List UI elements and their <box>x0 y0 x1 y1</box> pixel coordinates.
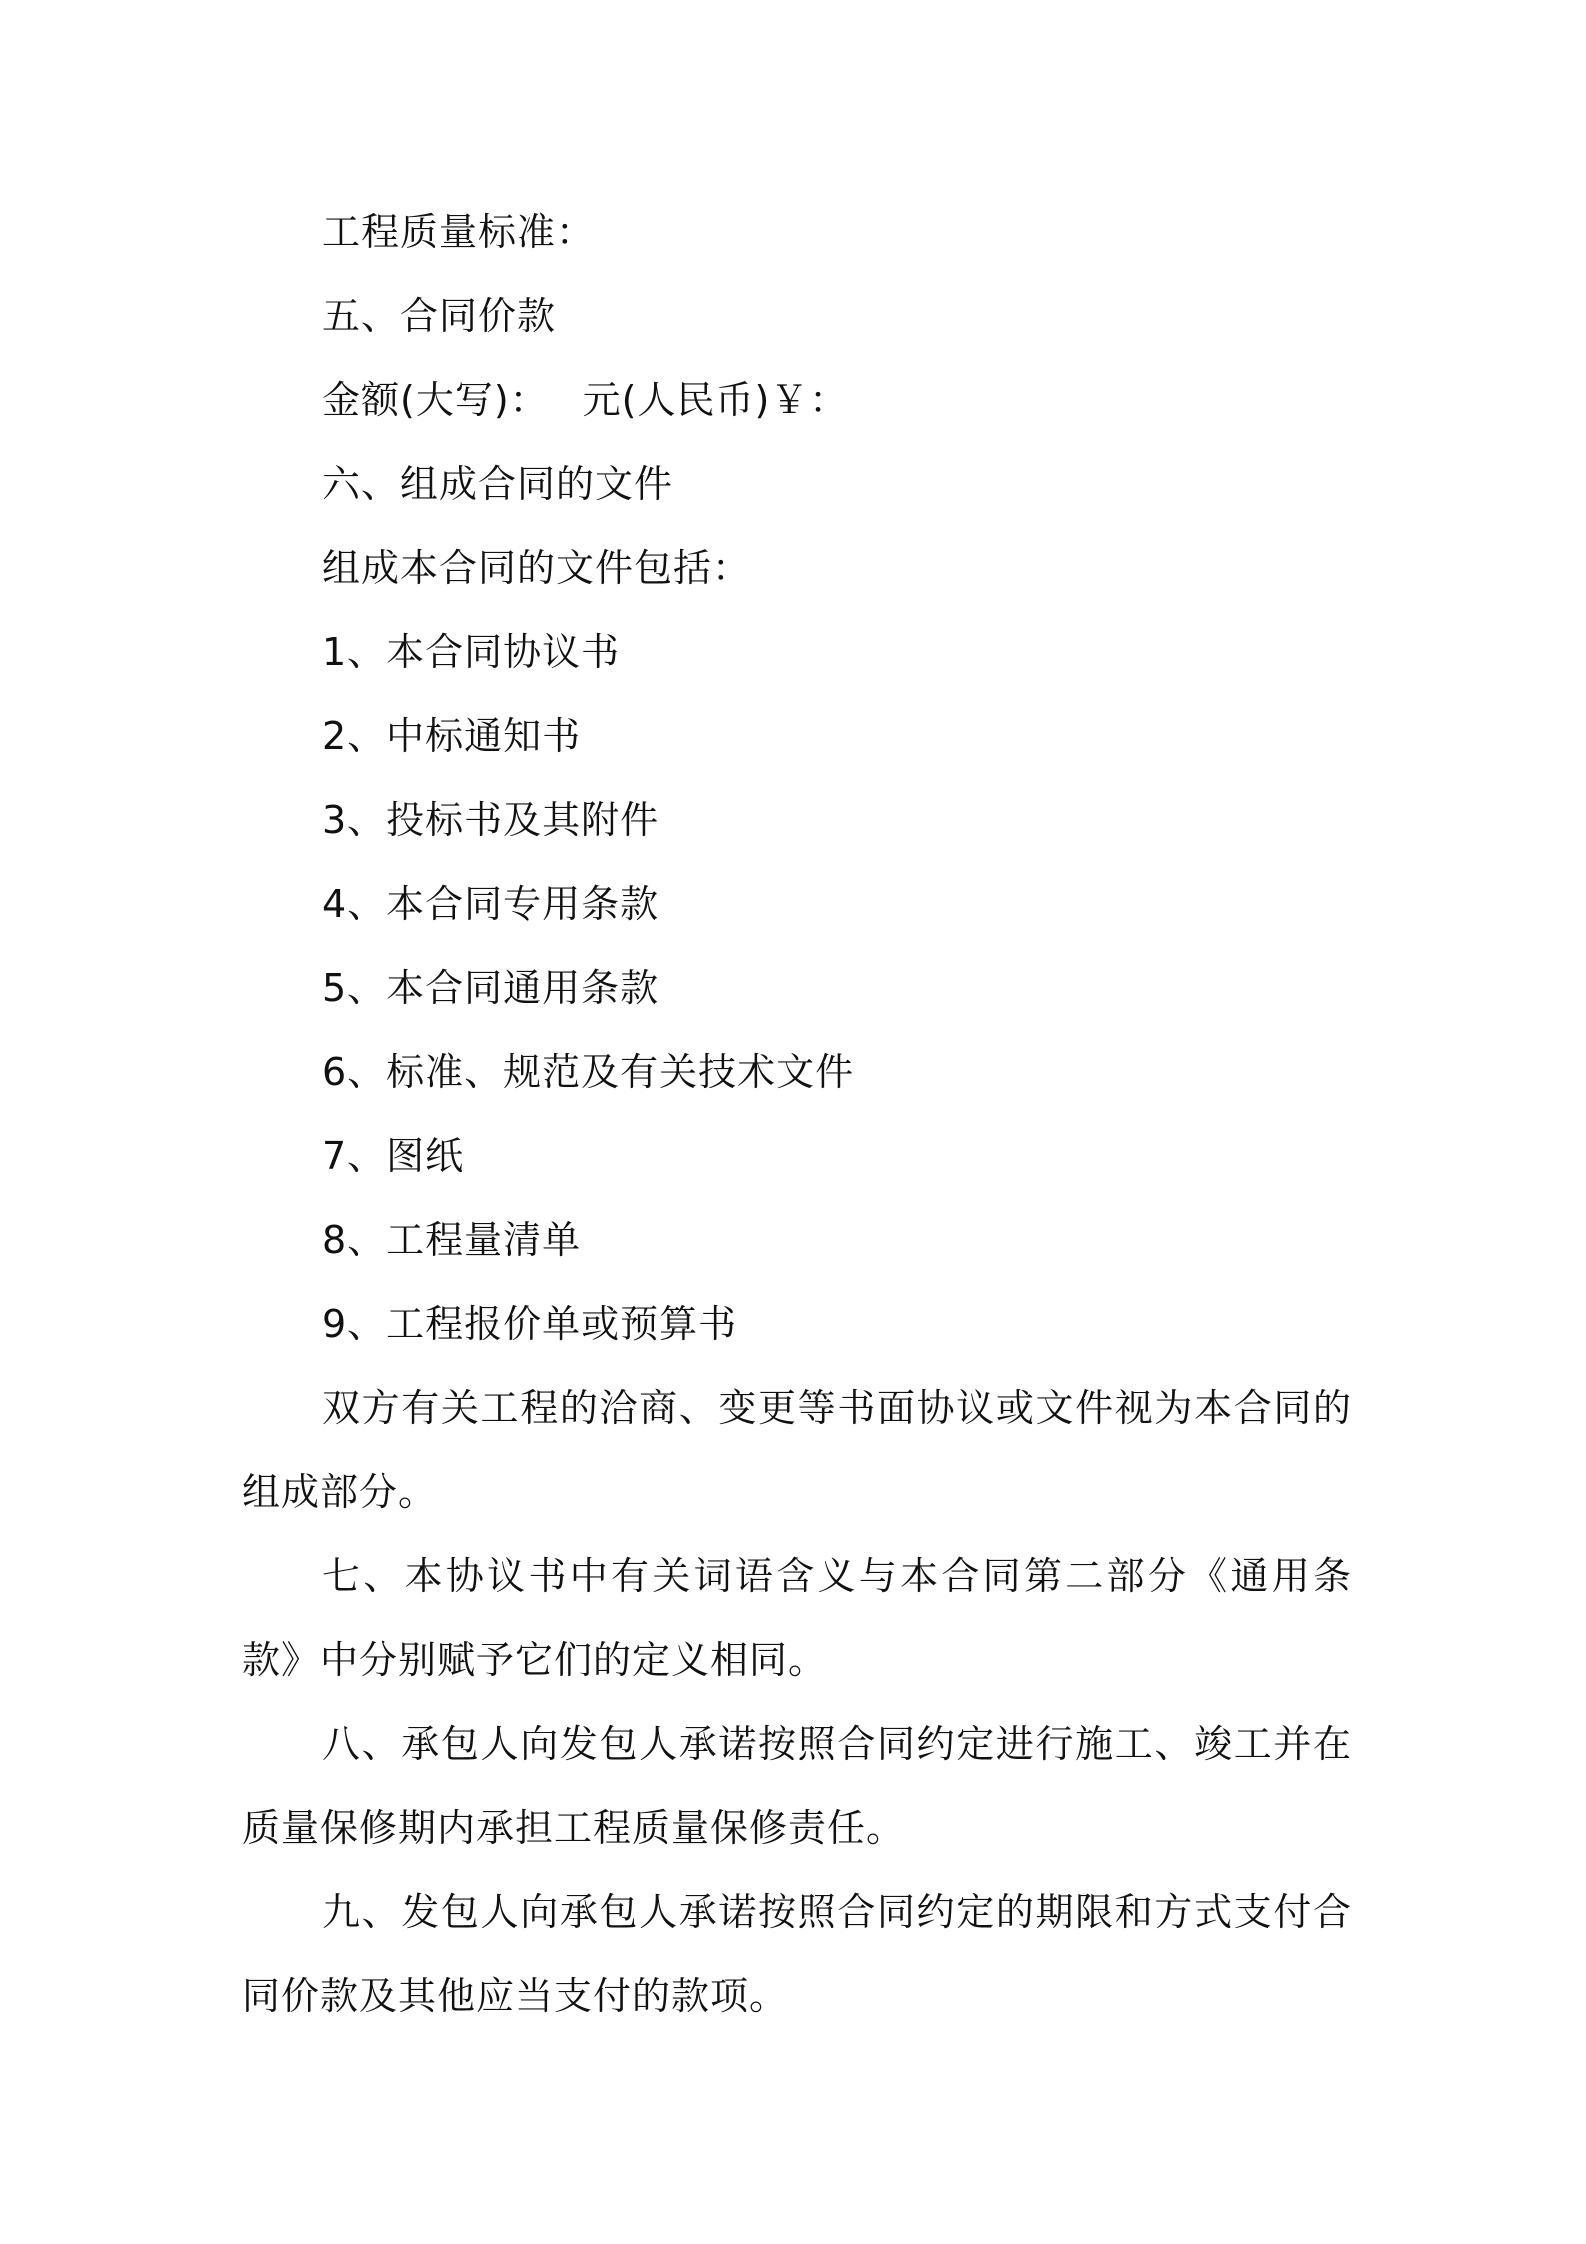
contract-amount-line <box>242 358 1352 442</box>
list-item: 8、工程量清单 <box>322 1218 582 1262</box>
list-item: 9、工程报价单或预算书 <box>322 1302 738 1346</box>
list-item: 3、投标书及其附件 <box>322 798 660 842</box>
list-item: 7、图纸 <box>322 1134 465 1178</box>
files-intro: 组成本合同的文件包括： <box>322 546 752 590</box>
list-item: 5、本合同通用条款 <box>322 966 660 1010</box>
section-7-paragraph: 七、本协议书中有关词语含义与本合同第二部分《通用条款》中分别赋予它们的定义相同。 <box>242 1554 1352 1682</box>
quality-standard-line: 工程质量标准： <box>322 210 596 254</box>
document-body <box>242 190 1352 2038</box>
list-item: 4、本合同专用条款 <box>322 882 660 926</box>
section-8-paragraph: 八、承包人向发包人承诺按照合同约定进行施工、竣工并在质量保修期内承担工程质量保修责任。 <box>242 1722 1352 1850</box>
negotiation-paragraph: 双方有关工程的洽商、变更等书面协议或文件视为本合同的组成部分。 <box>242 1386 1352 1514</box>
section-9-paragraph: 九、发包人向承包人承诺按照合同约定的期限和方式支付合同价款及其他应当支付的款项。 <box>242 1890 1352 2018</box>
list-item: 6、标准、规范及有关技术文件 <box>322 1050 855 1094</box>
amount-label: 金额(大写)： <box>322 378 549 422</box>
list-item: 1、本合同协议书 <box>322 630 621 674</box>
amount-currency: 元(人民币)￥： <box>582 378 849 422</box>
section-6-title: 六、组成合同的文件 <box>322 462 674 506</box>
section-5-title: 五、合同价款 <box>322 294 557 338</box>
list-item: 2、中标通知书 <box>322 714 582 758</box>
